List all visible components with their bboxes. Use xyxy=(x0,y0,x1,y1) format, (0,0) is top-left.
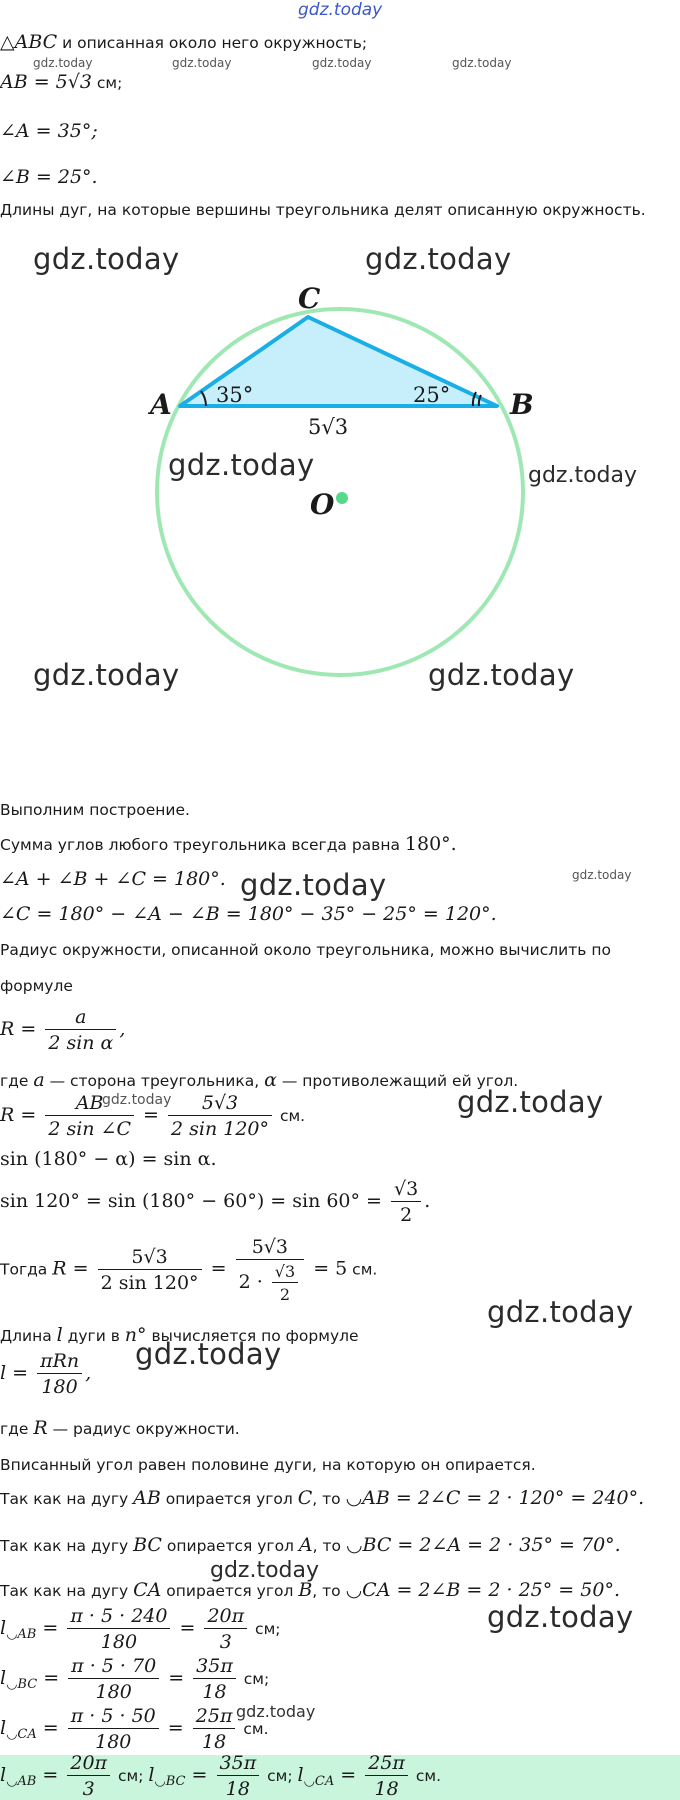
numerator: 20π xyxy=(67,1752,110,1776)
arc: BC xyxy=(133,1534,162,1556)
l-bc-calc xyxy=(0,1655,269,1703)
angle-sum-eq: ∠A + ∠B + ∠C = 180°. xyxy=(0,868,226,890)
denominator: 180 xyxy=(41,1376,78,1398)
watermark: gdz.today xyxy=(487,1600,634,1634)
text: опирается угол xyxy=(161,1537,299,1555)
text: , то xyxy=(312,1537,346,1555)
watermark: gdz.today xyxy=(236,1702,316,1721)
ab-value: AB = 5√3 xyxy=(0,71,92,93)
denominator: 18 xyxy=(202,1731,227,1753)
denominator: 2 xyxy=(279,1285,291,1304)
watermark: gdz.today xyxy=(33,658,180,692)
formula-lhs: R = xyxy=(0,1018,43,1040)
watermark: gdz.today xyxy=(172,56,232,70)
end: см. xyxy=(410,1767,441,1785)
fraction xyxy=(168,1092,272,1140)
text: , то xyxy=(312,1490,346,1508)
watermark: gdz.today xyxy=(210,1558,320,1583)
watermark: gdz.today xyxy=(572,868,632,882)
math: ◡CA = 2∠B = 2 · 25° = 50°. xyxy=(345,1579,620,1601)
lhs: R = xyxy=(0,1104,43,1126)
watermark: gdz.today xyxy=(457,1085,604,1119)
given-line-1 xyxy=(0,32,367,53)
eq: = xyxy=(173,1617,202,1639)
triangle-notation: △ABC xyxy=(0,31,58,53)
fraction xyxy=(67,1605,170,1653)
lhs: l xyxy=(148,1764,155,1786)
center-o-label: O xyxy=(310,488,335,521)
var-a: a xyxy=(33,1069,45,1091)
sub: ◡BC xyxy=(6,1677,38,1692)
eq: = xyxy=(137,1104,166,1126)
text: , то xyxy=(312,1582,346,1600)
solution-line-1: Выполним построение. xyxy=(0,801,190,819)
arc: AB xyxy=(133,1487,161,1509)
solution-line-2 xyxy=(0,834,457,855)
given-angle-b: ∠B = 25°. xyxy=(0,166,98,188)
sub: ◡AB xyxy=(6,1774,37,1789)
math: ◡AB = 2∠C = 2 · 120° = 240°. xyxy=(345,1487,645,1509)
unit: см. xyxy=(275,1107,306,1125)
sin-identity: sin (180° − α) = sin α. xyxy=(0,1148,217,1170)
ab-unit: см; xyxy=(91,74,123,92)
watermark: gdz.today xyxy=(33,242,180,276)
watermark: gdz.today xyxy=(240,868,387,902)
watermark: gdz.today xyxy=(102,1092,172,1108)
text: Так как на дугу xyxy=(0,1537,134,1555)
radius-text-2: формуле xyxy=(0,977,73,995)
fraction xyxy=(193,1655,236,1703)
var-r: R xyxy=(33,1417,48,1439)
text: — радиус окружности. xyxy=(47,1420,240,1438)
denominator: 2 xyxy=(400,1204,413,1226)
sub: ◡BC xyxy=(154,1774,186,1789)
side-ab-label: 5√3 xyxy=(308,415,349,439)
text: вычисляется по формуле xyxy=(146,1327,359,1345)
watermark: gdz.today xyxy=(312,56,372,70)
numerator: πRn xyxy=(37,1350,82,1374)
numerator: 5√3 xyxy=(168,1092,272,1116)
denominator: 2 sin 120° xyxy=(171,1118,270,1140)
denominator: 3 xyxy=(82,1778,95,1800)
then-r-line xyxy=(0,1236,377,1304)
numerator: √3 xyxy=(391,1178,421,1202)
lhs: l xyxy=(0,1667,7,1689)
numerator: 25π xyxy=(365,1752,408,1776)
watermark: gdz.today xyxy=(135,1337,282,1371)
sub: ◡CA xyxy=(6,1727,37,1742)
numerator: π · 5 · 240 xyxy=(67,1605,170,1629)
fraction xyxy=(391,1178,421,1226)
l-ca-calc xyxy=(0,1705,269,1753)
fraction xyxy=(37,1350,82,1398)
unit: см; xyxy=(238,1670,270,1688)
denominator: 2 sin α xyxy=(48,1032,114,1054)
numerator: 5√3 xyxy=(236,1236,305,1260)
vertex-b-label: B xyxy=(510,388,534,421)
fraction xyxy=(45,1006,116,1054)
denominator: 180 xyxy=(95,1731,132,1753)
eq: = xyxy=(37,1667,66,1689)
tail: . xyxy=(424,1190,431,1212)
inscribed-angle-rule: Вписанный угол равен половине дуги, на которую он опирается. xyxy=(0,1456,536,1474)
fraction xyxy=(236,1236,305,1304)
answer-line xyxy=(0,1752,441,1800)
angle-c-eq: ∠C = 180° − ∠A − ∠B = 180° − 35° − 25° = 120°. xyxy=(0,903,497,925)
text: Длина xyxy=(0,1327,57,1345)
angle: B xyxy=(298,1579,313,1601)
watermark: gdz.today xyxy=(452,56,512,70)
denominator: 18 xyxy=(374,1778,399,1800)
denominator: 2 sin 120° xyxy=(100,1272,199,1294)
numerator: 25π xyxy=(193,1705,236,1729)
sin-120 xyxy=(0,1178,430,1226)
numerator: 20π xyxy=(204,1605,247,1629)
denominator xyxy=(236,1260,305,1304)
eq: = xyxy=(204,1257,233,1280)
angle-a-label: 35° xyxy=(216,383,254,407)
lhs: l xyxy=(0,1717,7,1739)
watermark: gdz.today xyxy=(33,56,93,70)
arc-ab-line xyxy=(0,1488,644,1509)
unit: см. xyxy=(238,1720,269,1738)
sum-value: 180°. xyxy=(404,833,457,855)
fraction xyxy=(98,1246,202,1294)
text: опирается угол xyxy=(161,1582,299,1600)
angle: C xyxy=(297,1487,313,1509)
find-statement: Длины дуг, на которые вершины треугольника делят описанную окружность. xyxy=(0,201,646,219)
unit: см; xyxy=(250,1620,281,1638)
text: дуги в xyxy=(62,1327,125,1345)
text: — сторона треугольника, xyxy=(44,1072,265,1090)
watermark: gdz.today xyxy=(528,463,638,488)
fraction xyxy=(193,1705,236,1753)
fraction xyxy=(68,1655,159,1703)
eq: = xyxy=(36,1617,65,1639)
sub: ◡AB xyxy=(6,1627,37,1642)
where-a-line xyxy=(0,1070,518,1091)
fraction xyxy=(67,1752,110,1800)
denominator: 18 xyxy=(202,1681,227,1703)
lhs: R = xyxy=(52,1257,95,1280)
denominator: 180 xyxy=(100,1631,138,1653)
text: — противолежащий ей угол. xyxy=(276,1072,519,1090)
lhs: l xyxy=(297,1764,304,1786)
denominator: 18 xyxy=(225,1778,250,1800)
math: ◡BC = 2∠A = 2 · 35° = 70°. xyxy=(345,1534,621,1556)
angle-b-label: 25° xyxy=(413,383,451,407)
watermark: gdz.today xyxy=(365,242,512,276)
numerator: a xyxy=(45,1006,116,1030)
var-alpha: α xyxy=(264,1069,277,1091)
var-n: n° xyxy=(124,1324,147,1346)
arc-ca-line xyxy=(0,1580,620,1601)
den-part: 2 · xyxy=(238,1271,269,1293)
angle: A xyxy=(298,1534,313,1556)
sep: см; xyxy=(113,1767,149,1785)
eq: = xyxy=(162,1667,191,1689)
watermark: gdz.today xyxy=(428,658,575,692)
fraction xyxy=(365,1752,408,1800)
numerator: π · 5 · 50 xyxy=(68,1705,159,1729)
result: = 5 xyxy=(307,1257,348,1280)
watermark: gdz.today xyxy=(168,448,315,482)
center-point xyxy=(336,492,348,504)
denominator: 2 sin ∠C xyxy=(48,1118,132,1140)
vertex-c-label: C xyxy=(298,282,321,315)
unit: см. xyxy=(347,1260,378,1279)
fraction xyxy=(204,1605,247,1653)
numerator: π · 5 · 70 xyxy=(68,1655,159,1679)
where-r-line xyxy=(0,1418,240,1439)
radius-text-1: Радиус окружности, описанной около треугольника, можно вычислить по xyxy=(0,941,611,959)
nested-fraction xyxy=(272,1262,298,1304)
numerator: √3 xyxy=(272,1262,298,1283)
radius-formula xyxy=(0,1006,125,1054)
eq: = xyxy=(161,1717,190,1739)
given-angle-a: ∠A = 35°; xyxy=(0,120,98,142)
numerator: AB xyxy=(45,1092,134,1116)
numerator: 35π xyxy=(193,1655,236,1679)
numerator: 35π xyxy=(217,1752,260,1776)
text: Так как на дугу xyxy=(0,1490,134,1508)
text: где xyxy=(0,1072,34,1090)
arc-length-formula xyxy=(0,1350,91,1398)
given-text: и описанная около него окружность; xyxy=(57,34,368,52)
lhs: l = xyxy=(0,1362,35,1384)
arc-bc-line xyxy=(0,1535,621,1556)
sep: см; xyxy=(262,1767,298,1785)
sum-text: Сумма углов любого треугольника всегда равна xyxy=(0,836,405,854)
text: Так как на дугу xyxy=(0,1582,134,1600)
numerator: 5√3 xyxy=(98,1246,202,1270)
lhs: l xyxy=(0,1764,7,1786)
eq: = xyxy=(36,1764,65,1786)
site-logo[interactable]: gdz.today xyxy=(298,0,383,20)
text: где xyxy=(0,1420,34,1438)
denominator: 180 xyxy=(95,1681,132,1703)
l-ab-calc xyxy=(0,1605,281,1653)
given-ab xyxy=(0,72,122,93)
lhs: sin 120° = sin (180° − 60°) = sin 60° = xyxy=(0,1190,389,1212)
eq: = xyxy=(185,1764,214,1786)
text: опирается угол xyxy=(160,1490,298,1508)
eq: = xyxy=(334,1764,363,1786)
formula-tail: , xyxy=(119,1018,126,1040)
vertex-a-label: A xyxy=(150,388,172,421)
tail: , xyxy=(85,1362,92,1384)
eq: = xyxy=(36,1717,65,1739)
text: Тогда xyxy=(0,1260,53,1279)
denominator: 3 xyxy=(219,1631,232,1653)
sub: ◡CA xyxy=(303,1774,335,1789)
var-l: l xyxy=(56,1324,63,1346)
fraction xyxy=(68,1705,159,1753)
watermark: gdz.today xyxy=(487,1295,634,1329)
lhs: l xyxy=(0,1617,7,1639)
arc: CA xyxy=(133,1579,162,1601)
fraction xyxy=(217,1752,260,1800)
